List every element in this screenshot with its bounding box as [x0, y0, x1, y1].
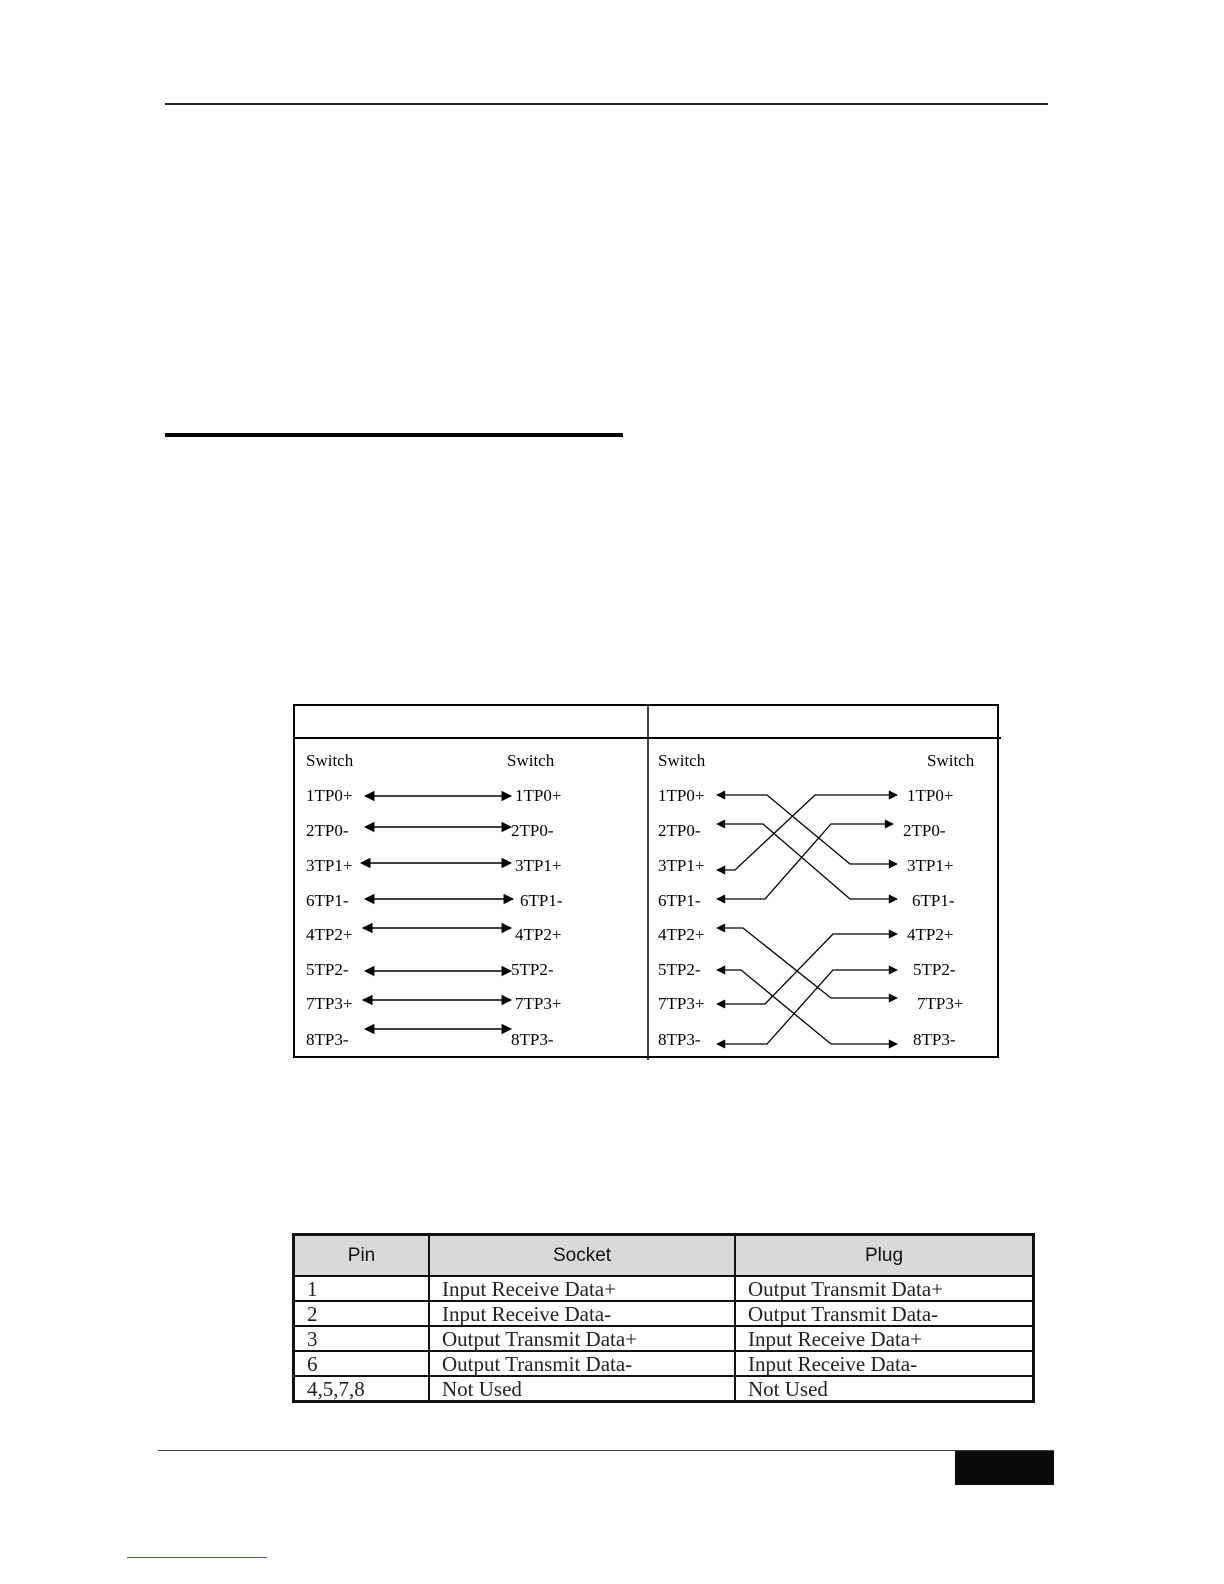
- cross-wire-5-8: [717, 970, 897, 1044]
- cross-left-label: 8TP3-: [658, 1030, 701, 1049]
- socket-cell: Input Receive Data+: [429, 1276, 735, 1301]
- straight-left-label: 8TP3-: [306, 1030, 349, 1049]
- pin-cell: 2: [294, 1301, 430, 1326]
- cross-left-header: Switch: [658, 751, 706, 770]
- table-row: [294, 1276, 1034, 1301]
- straight-left-header: Switch: [306, 751, 354, 770]
- header-rule: [165, 103, 1048, 105]
- straight-left-label: 3TP1+: [306, 856, 353, 875]
- cross-wire-7-4: [717, 934, 897, 1004]
- wiring-diagram-svg: [295, 706, 1001, 1060]
- page-number-tab: [955, 1451, 1054, 1485]
- cross-wire-8-5: [717, 970, 897, 1044]
- straight-left-label: 6TP1-: [306, 891, 349, 910]
- cross-right-label: 5TP2-: [913, 960, 956, 979]
- cross-left-label: 7TP3+: [658, 994, 705, 1013]
- pin-assignment-table: [292, 1233, 1035, 1403]
- straight-left-label: 4TP2+: [306, 925, 353, 944]
- plug-cell: Output Transmit Data-: [735, 1301, 1034, 1326]
- cross-left-label: 1TP0+: [658, 786, 705, 805]
- pin-cell: 4,5,7,8: [294, 1376, 430, 1402]
- cross-right-label: 1TP0+: [907, 786, 954, 805]
- cross-wire-3-1: [717, 795, 897, 870]
- straight-left-label: 2TP0-: [306, 821, 349, 840]
- cross-right-label: 4TP2+: [907, 925, 954, 944]
- plug-cell: Input Receive Data+: [735, 1326, 1034, 1351]
- table-row: [294, 1376, 1034, 1402]
- pin-cell: 3: [294, 1326, 430, 1351]
- cross-right-label: 6TP1-: [912, 891, 955, 910]
- straight-left-label: 7TP3+: [306, 994, 353, 1013]
- cross-right-label: 7TP3+: [917, 994, 964, 1013]
- table-row: [294, 1301, 1034, 1326]
- socket-cell: Output Transmit Data+: [429, 1326, 735, 1351]
- cross-left-label: 6TP1-: [658, 891, 701, 910]
- cross-left-label: 5TP2-: [658, 960, 701, 979]
- straight-right-label: 8TP3-: [511, 1030, 554, 1049]
- cross-left-label: 3TP1+: [658, 856, 705, 875]
- straight-right-label: 4TP2+: [515, 925, 562, 944]
- pin-cell: 1: [294, 1276, 430, 1301]
- pin-cell: 6: [294, 1351, 430, 1376]
- cross-wire-1-3: [717, 795, 897, 864]
- wiring-diagram: [293, 704, 999, 1058]
- socket-cell: Output Transmit Data-: [429, 1351, 735, 1376]
- straight-right-label: 1TP0+: [515, 786, 562, 805]
- straight-right-label: 5TP2-: [511, 960, 554, 979]
- plug-cell: Output Transmit Data+: [735, 1276, 1034, 1301]
- cross-right-label: 8TP3-: [913, 1030, 956, 1049]
- straight-left-label: 5TP2-: [306, 960, 349, 979]
- socket-cell: Not Used: [429, 1376, 735, 1402]
- socket-cell: Input Receive Data-: [429, 1301, 735, 1326]
- cross-right-header: Switch: [927, 751, 975, 770]
- footer-rule: [158, 1450, 1054, 1451]
- straight-right-label: 6TP1-: [520, 891, 563, 910]
- table-row: [294, 1326, 1034, 1351]
- cross-wire-4-7: [717, 928, 897, 998]
- straight-right-label: 7TP3+: [515, 994, 562, 1013]
- straight-right-label: 2TP0-: [511, 821, 554, 840]
- straight-left-label: 1TP0+: [306, 786, 353, 805]
- plug-cell: Not Used: [735, 1376, 1034, 1402]
- header-socket: Socket: [429, 1235, 735, 1277]
- header-pin: Pin: [294, 1235, 430, 1277]
- table-header-row: [294, 1235, 1034, 1277]
- cross-right-label: 2TP0-: [903, 821, 946, 840]
- cross-right-label: 3TP1+: [907, 856, 954, 875]
- cross-left-label: 2TP0-: [658, 821, 701, 840]
- plug-cell: Input Receive Data-: [735, 1351, 1034, 1376]
- table-row: [294, 1351, 1034, 1376]
- cross-left-label: 4TP2+: [658, 925, 705, 944]
- straight-right-header: Switch: [507, 751, 555, 770]
- footer-link-underline: [127, 1557, 267, 1558]
- header-plug: Plug: [735, 1235, 1034, 1277]
- straight-right-label: 3TP1+: [515, 856, 562, 875]
- section-heading-rule: [165, 433, 623, 437]
